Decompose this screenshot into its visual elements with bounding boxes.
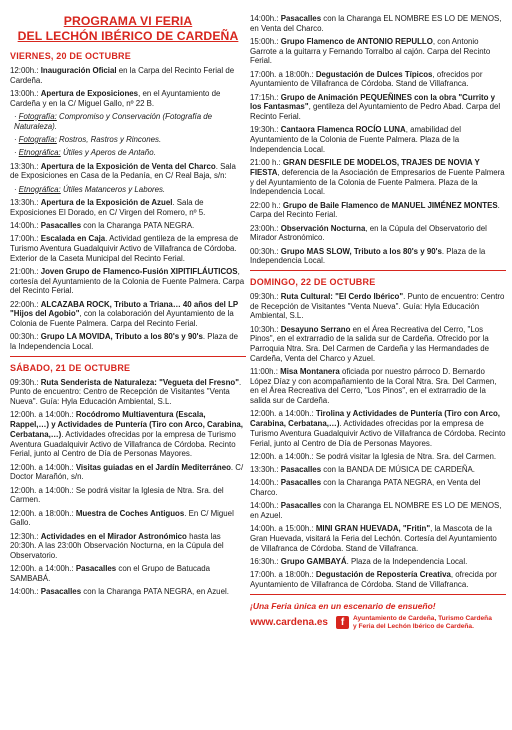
day-heading-sunday: DOMINGO, 22 DE OCTUBRE xyxy=(250,276,376,287)
event-time: 12:00h. a 14:00h.: xyxy=(10,462,76,472)
event-item xyxy=(10,564,246,583)
event-item xyxy=(250,70,506,89)
bullet-icon: · xyxy=(14,135,17,144)
event-item xyxy=(250,224,506,243)
event-headline: Pasacalles xyxy=(40,587,82,597)
left-column xyxy=(10,14,246,601)
event-item xyxy=(10,587,246,597)
event-detail: . En C/ Miguel Gallo. xyxy=(10,508,234,528)
event-item xyxy=(250,14,506,33)
event-detail: . Plaza de la Independencia Local. xyxy=(250,246,486,266)
event-headline: Grupo LA MOVIDA, Tributo a los 80's y 90's xyxy=(40,332,203,342)
event-item xyxy=(10,221,246,231)
event-time: 12:00h. a 14:00h.: xyxy=(10,564,76,574)
footer-slogan: ¡Una Feria única en un escenario de ensueño! xyxy=(250,600,436,611)
event-headline: Grupo de Baile Flamenco de MANUEL JIMÉNEZ MONTES xyxy=(282,200,498,210)
event-item xyxy=(250,125,506,154)
event-detail: con la Charanga PATA NEGRA, en Azuel. xyxy=(81,587,229,597)
event-time: 12:00h. a 14:00h.: xyxy=(250,409,316,419)
event-time: 17:15h.: xyxy=(250,92,281,102)
event-detail: oficiada por nuestro párroco D. Bernardo López Díaz y con acompañamiento de la Coral Ntra. Sra. Del Carmen, en el Área Recreativa del Cerro, "Los Pinos", en el extrarradio de la salida sur de Cardeña. xyxy=(250,367,497,406)
event-headline: Pasacalles xyxy=(280,465,322,475)
exhibition-type: Etnográfica: xyxy=(18,148,61,158)
event-headline: Rocódromo Multiaventura (Escala, Rappel,…) y Actividades de Puntería (Tiro con Arco, Carabina, Cerbatana,…) xyxy=(10,410,243,439)
event-item xyxy=(10,66,246,85)
exhibition-item xyxy=(14,185,246,195)
facebook-icon[interactable]: f xyxy=(336,616,349,629)
event-detail: , en la Cúpula del Observatorio del Mirador Astronómico. xyxy=(250,223,487,243)
event-detail: , con la colaboración del Ayuntamiento de la Colonia de Fuente Palmera. Carpa del Recinto Ferial. xyxy=(10,309,234,328)
exhibition-type: Etnográfica: xyxy=(18,184,61,194)
event-time: 21:00h.: xyxy=(10,266,41,276)
event-item xyxy=(10,267,246,296)
event-time: 12:00h. a 14:00h.: xyxy=(250,451,316,461)
event-detail: . Punto de encuentro: Centro de Recepción de Visitantes "Venta Nueva". Guía: Hyla Educación Ambiental, S.L. xyxy=(250,291,505,321)
event-time: 13:30h.: xyxy=(10,161,41,171)
event-item xyxy=(250,452,506,462)
event-detail: . Actividades ofrecidas por la empresa de Turismo Aventura Guadalquivir Activo de Villafranca de Córdoba. Recinto Ferial, junto al Centro de Día de Personas Mayores. xyxy=(10,429,236,459)
event-item xyxy=(10,378,246,407)
right-column xyxy=(250,14,506,631)
event-detail: con la Charanga PATA NEGRA, en Venta del Charco. xyxy=(250,478,481,498)
event-time: 00:30h.: xyxy=(10,332,41,342)
exhibition-item xyxy=(14,112,246,131)
event-item xyxy=(10,162,246,181)
event-headline: ALCAZABA ROCK, Tributo a Triana… 40 años del LP "Hijos del Agobio" xyxy=(10,299,239,319)
event-headline: Ruta Senderista de Naturaleza: "Vegueta del Fresno" xyxy=(40,377,239,387)
event-headline: Degustación de Dulces Típicos xyxy=(315,69,433,79)
event-detail: con la Charanga PATA NEGRA. xyxy=(81,220,195,230)
event-item xyxy=(250,570,506,589)
event-headline: Inauguración Oficial xyxy=(40,66,117,75)
event-detail: . Carpa del Recinto Ferial. xyxy=(250,200,500,220)
event-detail: , en el Ayuntamiento de Cardeña y en la C/ Miguel Gallo, nº 22 B. xyxy=(10,89,221,108)
event-detail: . Plaza de la Independencia Local. xyxy=(346,557,468,567)
event-item xyxy=(250,409,506,448)
event-headline: Desayuno Serrano xyxy=(280,324,351,334)
exhibition-title: Útiles y Aperos de Antaño. xyxy=(60,148,156,158)
event-headline: Degustación de Repostería Creativa xyxy=(315,570,451,580)
event-time: 09:30h.: xyxy=(10,377,41,387)
event-item xyxy=(10,463,246,482)
event-headline: Tirolina y Actividades de Puntería (Tiro con Arco, Carabina, Cerbatana,…) xyxy=(250,409,500,429)
event-detail: . Actividad gentileza de la empresa de Turismo Aventura Guadalquivir Activo de Villafranca de Córdoba. Exterior de la Caseta Municipal del Recinto Ferial. xyxy=(10,234,239,263)
event-headline: Actividades en el Mirador Astronómico xyxy=(40,531,187,541)
event-time: 17:00h. a 18:00h.: xyxy=(250,69,316,79)
event-time: 22:00 h.: xyxy=(250,200,283,210)
event-detail: con la Charanga EL NOMBRE ES LO DE MENOS, en Azuel. xyxy=(250,501,502,521)
event-time: 14:00h.: xyxy=(10,587,41,597)
event-headline: Apertura de la Exposición de Venta del Charco xyxy=(40,161,216,171)
event-time: 14:00h.: xyxy=(250,478,281,488)
event-item xyxy=(250,524,506,553)
event-detail: , amabilidad del Ayuntamiento de la Colonia de Fuente Palmera. Plaza de la Independencia Local. xyxy=(250,125,461,154)
event-item xyxy=(250,325,506,364)
event-item xyxy=(250,93,506,122)
event-headline: Ruta Cultural: "El Cerdo Ibérico" xyxy=(280,291,404,301)
event-time: 12:00h. a 18:00h.: xyxy=(10,508,76,518)
event-time: 12:00h.: xyxy=(10,66,41,75)
event-detail: Se podrá visitar la Iglesia de Ntra. Sra. del Carmen. xyxy=(315,451,497,461)
event-time: 14:00h.: xyxy=(10,220,41,230)
event-headline: Pasacalles xyxy=(280,14,322,23)
website-link[interactable]: www.cardena.es xyxy=(250,617,328,629)
event-detail: , con Antonio Garrote a la guitarra y Fernando Torralbo al cajón. Carpa del Recinto Ferial. xyxy=(250,37,491,66)
event-detail: . Sala de Exposiciones en Casa de la Pedanía, en C/ Real Baja, s/n: xyxy=(10,161,236,181)
event-time: 13:30h.: xyxy=(250,465,281,475)
event-item xyxy=(250,465,506,475)
event-headline: Misa Montanera xyxy=(280,367,340,377)
event-detail: . Actividades ofrecidas por la empresa de Turismo Aventura Guadalquivir Activo de Villafranca de Córdoba. Recinto Ferial, junto al Centro de Día de Personas Mayores. xyxy=(250,419,506,448)
divider xyxy=(10,356,246,357)
event-detail: . Plaza de la Independencia Local. xyxy=(10,332,238,351)
event-time: 00:30h.: xyxy=(250,246,281,256)
event-detail: . Punto de encuentro: Centro de Recepción de Visitantes "Venta Nueva". Guía: Hyla Educación Ambiental, S.L. xyxy=(10,377,242,407)
event-detail: con la BANDA DE MÚSICA DE CARDEÑA. xyxy=(321,465,476,475)
event-item xyxy=(250,292,506,321)
event-time: 12:00h. a 14:00h.: xyxy=(10,410,76,420)
event-item xyxy=(10,332,246,351)
event-item xyxy=(10,198,246,217)
event-detail: en el Área Recreativa del Cerro, "Los Pinos", en el extrarradio de la salida sur de Cardeña. Ofrecido por la Parroquia Ntra. Sra. Del Carmen de Cardeña y las Hermandades de Cardeña, Venta del Charco y Azuel. xyxy=(250,324,490,363)
event-item xyxy=(10,300,246,329)
event-detail: , cortesía del Ayuntamiento de la Colonia de Fuente Palmera. Carpa del Recinto Ferial. xyxy=(10,266,245,296)
exhibition-type: Fotografía: xyxy=(18,135,57,144)
event-time: 10:30h.: xyxy=(250,324,281,334)
exhibition-item xyxy=(14,148,246,158)
event-headline: Pasacalles xyxy=(40,220,82,230)
event-time: 12:00h. a 14:00h.: xyxy=(10,485,76,495)
event-detail: . C/ Doctor Marañón, s/n. xyxy=(10,462,244,482)
event-time: 21:00 h.: xyxy=(250,158,283,168)
day-heading: SÁBADO, 21 DE OCTUBRE xyxy=(10,362,131,373)
event-detail: en la Carpa del Recinto Ferial de Cardeña. xyxy=(10,66,235,85)
event-item xyxy=(10,509,246,528)
event-time: 13:00h.: xyxy=(10,89,41,98)
event-headline: Cantaora Flamenca ROCÍO LUNA xyxy=(280,125,406,135)
event-time: 11:00h.: xyxy=(250,367,281,377)
day-events xyxy=(10,66,246,352)
event-item xyxy=(250,201,506,220)
event-time: 12:30h.: xyxy=(10,531,41,541)
event-time: 14:00h.: xyxy=(250,501,281,511)
event-time: 14:00h.: xyxy=(250,14,281,23)
event-item xyxy=(250,557,506,567)
event-time: 17:00h. a 18:00h.: xyxy=(250,570,316,580)
event-headline: Grupo de Animación PEQUEÑINES con la obra "Currito y los Fantasmas" xyxy=(250,92,496,112)
event-item xyxy=(250,478,506,497)
event-item xyxy=(10,532,246,561)
exhibition-title: Compromiso y Conservación (Fotografía de Naturaleza). xyxy=(14,112,213,131)
footer-row xyxy=(250,615,506,631)
bullet-icon: · xyxy=(14,148,17,158)
event-headline: Escalada en Caja xyxy=(40,234,106,244)
event-headline: Apertura de Exposiciones xyxy=(40,89,139,98)
title-line-1: PROGRAMA VI FERIA xyxy=(63,14,193,28)
event-detail: Se podrá visitar la Iglesia de Ntra. Sra. del Carmen. xyxy=(10,485,224,505)
event-headline: GRAN DESFILE DE MODELOS, TRAJES DE NOVIA Y FIESTA xyxy=(250,158,480,177)
exhibition-title: Rostros, Rastros y Rincones. xyxy=(56,135,162,144)
event-headline: Grupo MAS SLOW, Tributo a los 80's y 90's xyxy=(280,246,442,256)
bullet-icon: · xyxy=(14,184,17,194)
divider xyxy=(250,270,506,271)
event-headline: Visitas guiadas en el Jardín Mediterráneo xyxy=(75,462,231,472)
program-title xyxy=(10,14,246,44)
event-item xyxy=(10,234,246,263)
event-time: 17:00h.: xyxy=(10,234,41,244)
divider xyxy=(250,594,506,595)
event-detail: . Sala de Exposiciones El Dorado, en C/ Virgen del Romero, nº 5. xyxy=(10,197,206,217)
event-detail: con la Charanga EL NOMBRE ES LO DE MENOS, en Venta del Charco. xyxy=(250,14,502,33)
event-detail: , ofrecida por Ayuntamiento de Villafranca de Córdoba. Stand de Villafranca. xyxy=(250,570,497,590)
event-headline: Observación Nocturna xyxy=(280,223,366,233)
event-detail: , ofrecidos por Ayuntamiento de Villafranca de Córdoba. Stand de Villafranca. xyxy=(250,69,483,89)
event-headline: Apertura de la Exposición de Azuel xyxy=(40,197,173,207)
event-time: 15:00h.: xyxy=(250,37,281,46)
event-item xyxy=(10,89,246,108)
event-headline: Grupo Flamenco de ANTONIO REPULLO xyxy=(280,37,433,46)
event-headline: Joven Grupo de Flamenco-Fusión XIPITIFLÁUTICOS xyxy=(40,266,238,276)
left-day-sections xyxy=(10,50,246,597)
event-time: 09:30h.: xyxy=(250,291,281,301)
event-detail: hasta las 20:30h. A las 23:00h Observación Nocturna, en la Cúpula del Observatorio. xyxy=(10,531,224,560)
event-time: 14:00h. a 15:00h.: xyxy=(250,524,316,534)
event-headline: Grupo GAMBAYÁ xyxy=(280,557,347,567)
event-item xyxy=(250,501,506,520)
event-headline: Pasacalles xyxy=(75,564,117,574)
bullet-icon: · xyxy=(14,112,17,121)
event-time: 22:00h.: xyxy=(10,299,41,309)
event-time: 23:00h.: xyxy=(250,223,281,233)
event-headline: Muestra de Coches Antiguos xyxy=(75,508,185,518)
event-item xyxy=(250,37,506,66)
event-headline: MINI GRAN HUEVADA, "Fritin" xyxy=(315,524,431,534)
exhibition-item xyxy=(14,135,246,145)
exhibition-title: Útiles Matanceros y Labores. xyxy=(60,184,166,194)
event-item xyxy=(10,486,246,505)
event-item xyxy=(250,158,506,197)
event-detail: con el Grupo de Batucada SAMBABÁ. xyxy=(10,564,211,583)
sunday-events xyxy=(250,292,506,590)
day-heading: VIERNES, 20 DE OCTUBRE xyxy=(10,51,131,61)
saturday-continuation xyxy=(250,14,506,266)
event-detail: , deferencia de la Asociación de Empresarios de Fuente Palmera y del Ayuntamiento de la Colonia de Fuente Palmera. Plaza de la Independencia Local. xyxy=(250,167,505,197)
event-item xyxy=(250,367,506,406)
title-line-2: DEL LECHÓN IBÉRICO DE CARDEÑA xyxy=(17,29,239,43)
event-headline: Pasacalles xyxy=(280,478,322,488)
exhibition-type: Fotografía: xyxy=(18,112,57,121)
event-time: 19:30h.: xyxy=(250,125,281,135)
event-detail: , la Mascota de la Gran Huevada, visitará la Feria del Lechón. Cortesía del Ayuntamiento de Villafranca de Córdoba. Stand de Villafranca. xyxy=(250,524,497,553)
event-item xyxy=(10,410,246,459)
event-time: 13:30h.: xyxy=(10,197,41,207)
footer-credit xyxy=(353,615,492,631)
event-item xyxy=(250,247,506,266)
credit-line-2: y Feria del Lechón Ibérico de Cardeña. xyxy=(353,622,474,630)
event-detail: , gentileza del Ayuntamiento de Pedro Abad. Carpa del Recinto Ferial. xyxy=(250,102,501,122)
credit-line-1: Ayuntamiento de Cardeña, Turismo Cardeña xyxy=(353,614,492,622)
event-headline: Pasacalles xyxy=(280,501,322,511)
day-events xyxy=(10,378,246,597)
event-time: 16:30h.: xyxy=(250,557,281,567)
